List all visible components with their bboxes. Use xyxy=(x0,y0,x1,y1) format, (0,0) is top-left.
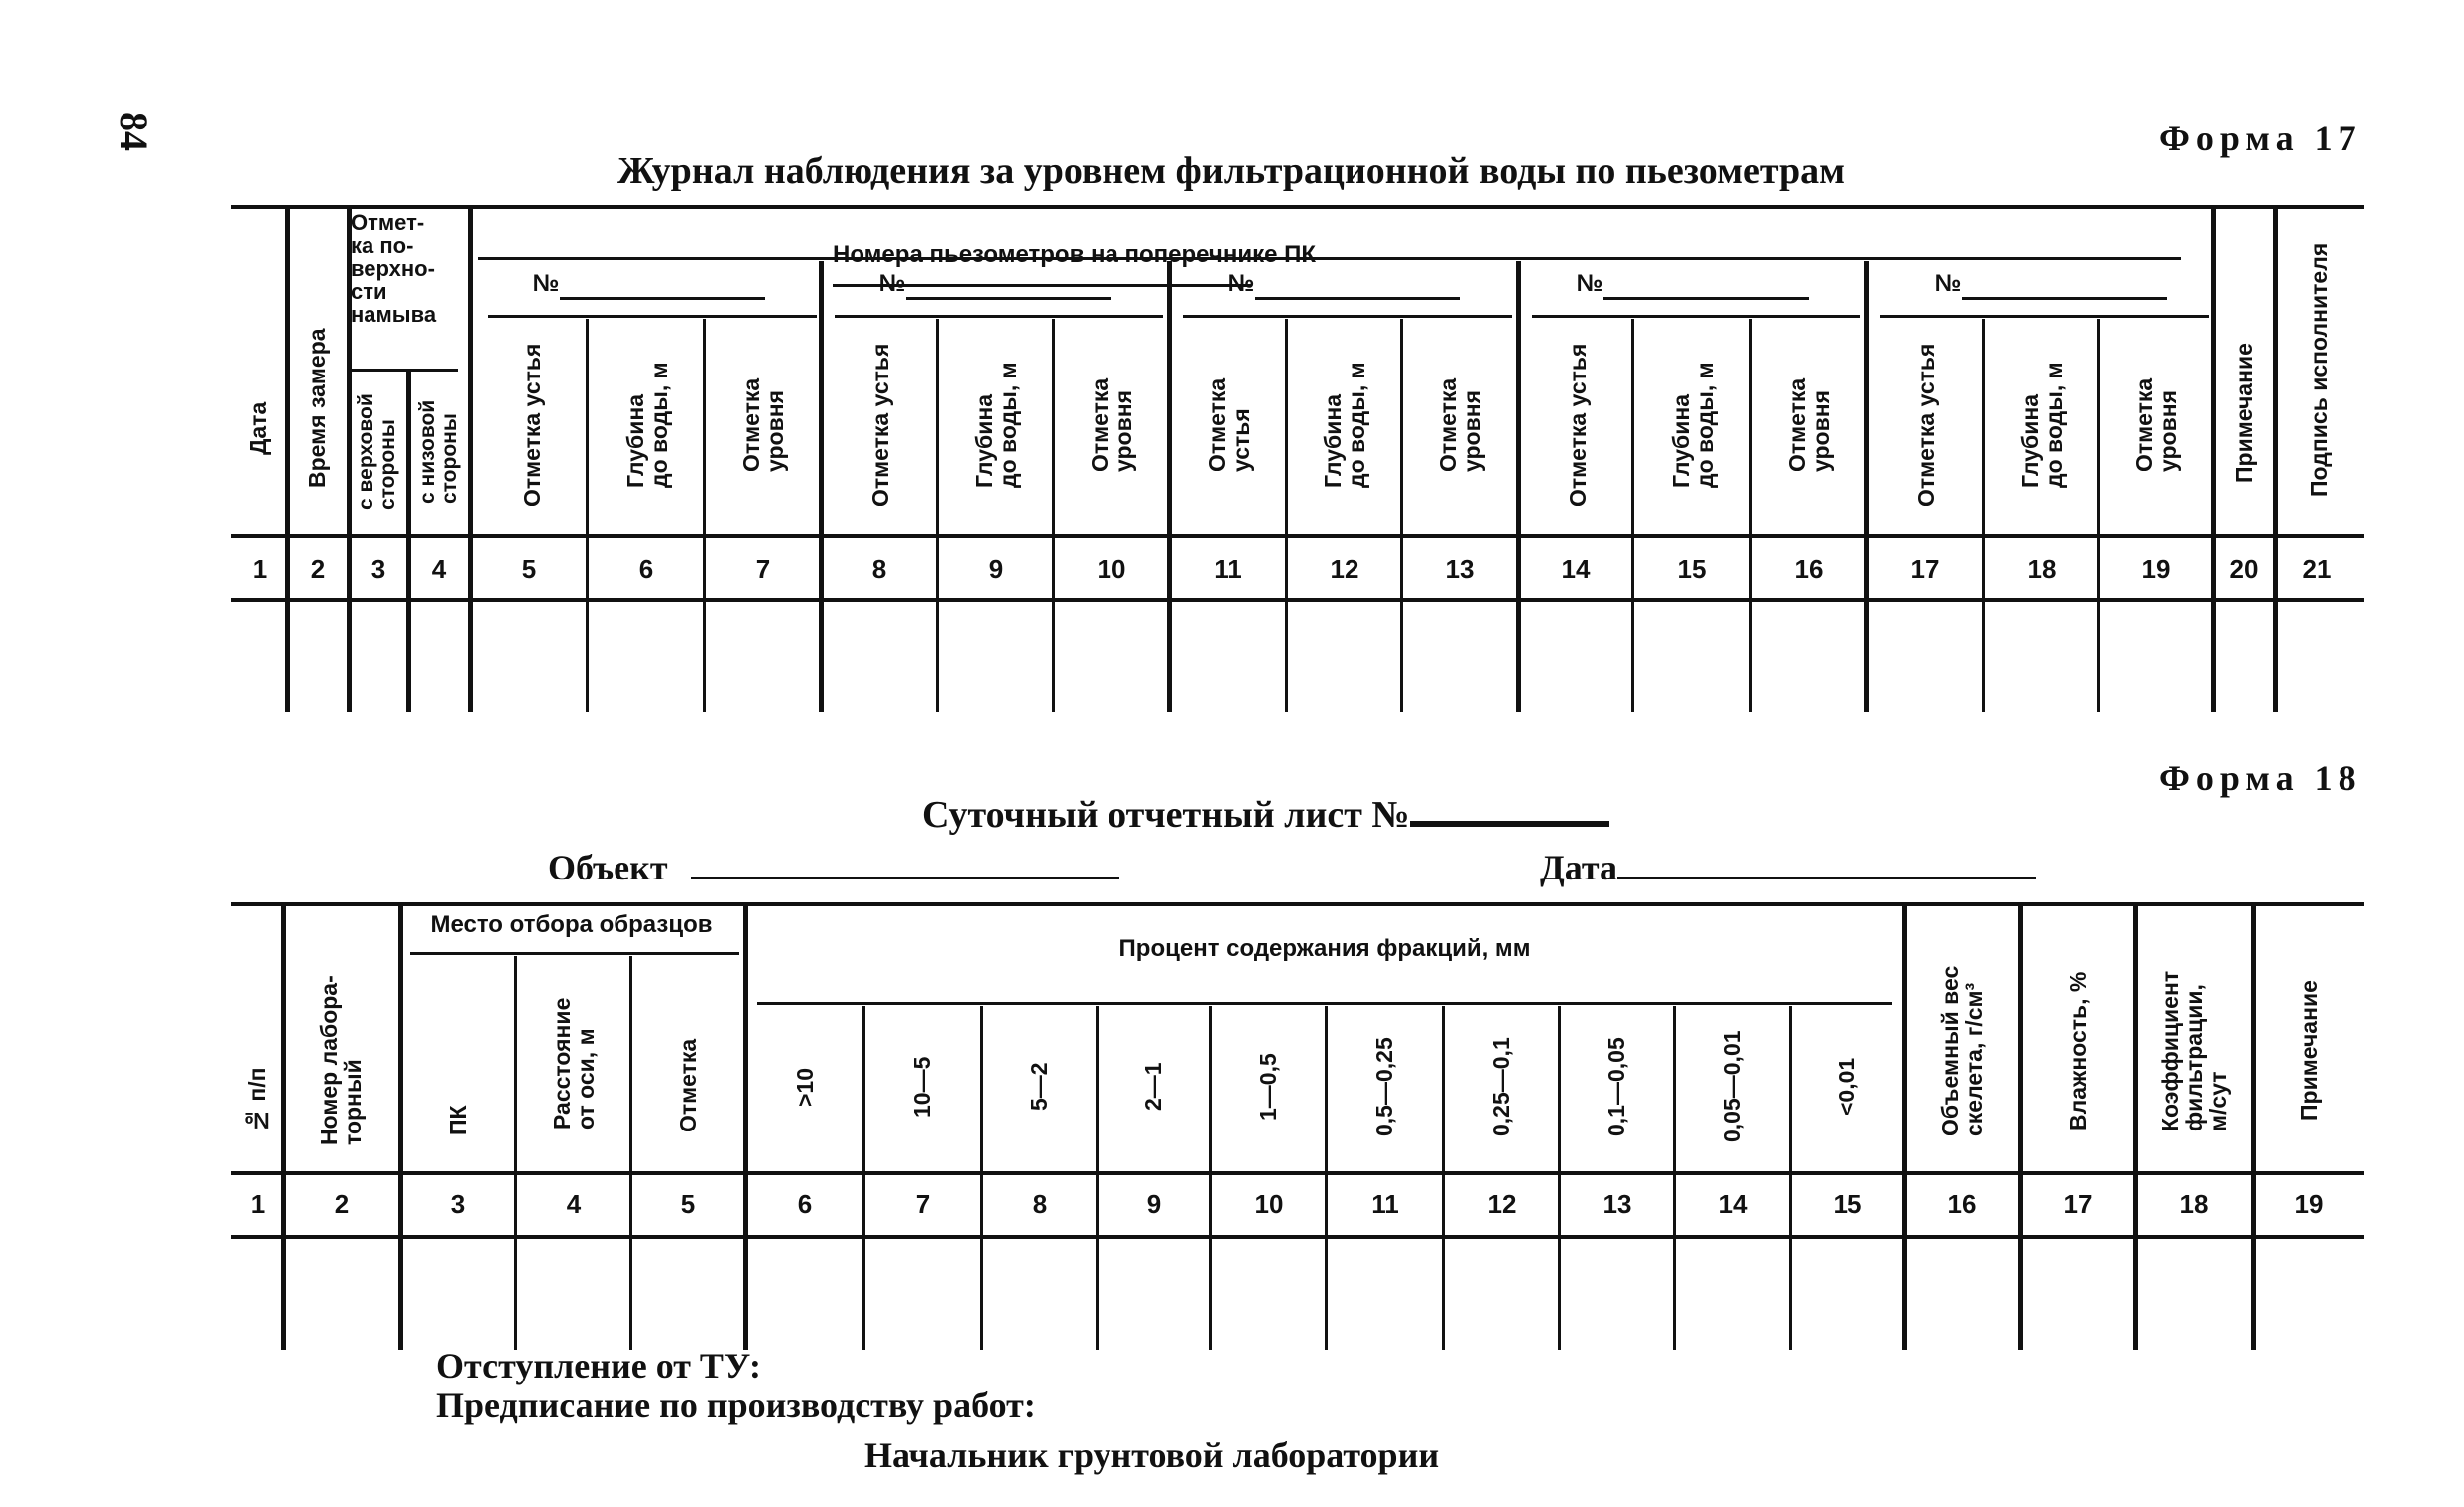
f17-g1-depth: Глубина до воды, м xyxy=(621,362,672,489)
f17-num: 7 xyxy=(755,554,771,584)
f17-piezo-no-5: № xyxy=(1934,270,1962,297)
f17-num: 15 xyxy=(1677,554,1707,584)
f18-col-note: Примечание xyxy=(2295,980,2322,1122)
f18-num: 11 xyxy=(1371,1189,1399,1219)
date-label: Дата xyxy=(1540,848,1617,887)
f17-num: 16 xyxy=(1794,554,1824,584)
page-number: 84 xyxy=(112,112,156,151)
object-field xyxy=(548,847,1119,888)
f18-group-place: Место отбора образцов xyxy=(430,911,713,938)
f17-g4-mouth: Отметка устья xyxy=(1564,343,1591,508)
date-field xyxy=(1540,847,2036,888)
f18-frac-1: >10 xyxy=(791,1067,818,1107)
f18-frac-9: 0,05—0,01 xyxy=(1718,1030,1745,1143)
f18-frac-4: 2—1 xyxy=(1139,1062,1166,1112)
f18-col-no: № п/п xyxy=(243,1067,270,1134)
f18-num: 12 xyxy=(1487,1189,1517,1219)
f18-col-filtration: Коэффициент фильтрации, м/сут xyxy=(2156,970,2232,1131)
f18-num: 16 xyxy=(1947,1189,1977,1219)
f17-g1-level: Отметка уровня xyxy=(737,377,788,473)
f17-col-time: Время замера xyxy=(303,328,330,489)
f18-num: 9 xyxy=(1146,1189,1162,1219)
f18-num: 3 xyxy=(450,1189,466,1219)
f17-num: 21 xyxy=(2302,554,2332,584)
f18-frac-10: <0,01 xyxy=(1833,1057,1859,1117)
form18-label: Форма 18 xyxy=(2159,758,2362,798)
f18-num: 13 xyxy=(1602,1189,1632,1219)
f17-num: 2 xyxy=(310,554,326,584)
f18-frac-2: 10—5 xyxy=(908,1056,935,1118)
f17-g2-depth: Глубина до воды, м xyxy=(970,362,1021,489)
f17-num: 5 xyxy=(521,554,537,584)
f17-g5-depth: Глубина до воды, м xyxy=(2016,362,2067,489)
f17-num: 4 xyxy=(431,554,447,584)
f17-g4-level: Отметка уровня xyxy=(1783,377,1834,473)
f17-piezo-no-1: № xyxy=(532,270,560,297)
f17-col-upstream: с верховой стороны xyxy=(354,393,399,511)
f17-num: 6 xyxy=(638,554,654,584)
f17-col-sign: Подпись исполнителя xyxy=(2305,242,2332,497)
f18-col-distance: Расстояние от оси, м xyxy=(548,997,599,1130)
f17-num: 14 xyxy=(1561,554,1591,584)
f17-piezo-no-3: № xyxy=(1227,270,1255,297)
f18-frac-7: 0,25—0,1 xyxy=(1487,1037,1514,1136)
f18-col-mark: Отметка xyxy=(674,1038,701,1133)
f17-g1-mouth: Отметка устья xyxy=(518,343,545,508)
f17-num: 13 xyxy=(1445,554,1475,584)
f18-frac-6: 0,5—0,25 xyxy=(1370,1037,1397,1136)
f17-col-note: Примечание xyxy=(2230,343,2257,484)
f18-num: 6 xyxy=(797,1189,813,1219)
f17-num: 19 xyxy=(2141,554,2171,584)
f17-num: 18 xyxy=(2027,554,2057,584)
object-label: Объект xyxy=(548,848,668,887)
f18-num: 15 xyxy=(1833,1189,1862,1219)
f18-num: 10 xyxy=(1254,1189,1284,1219)
prescription-label: Предписание по производству работ: xyxy=(436,1385,1036,1425)
f17-g5-mouth: Отметка устья xyxy=(1912,343,1939,508)
f18-num: 7 xyxy=(915,1189,931,1219)
f17-group-piezo xyxy=(833,217,1430,293)
f18-frac-8: 0,1—0,05 xyxy=(1602,1037,1629,1136)
f17-g5-level: Отметка уровня xyxy=(2130,377,2181,473)
deviation-label: Отступление от ТУ: xyxy=(436,1346,761,1385)
f18-frac-3: 5—2 xyxy=(1025,1062,1052,1112)
f17-g3-level: Отметка уровня xyxy=(1434,377,1485,473)
f17-num: 17 xyxy=(1910,554,1940,584)
form18-title-text: Суточный отчетный лист № xyxy=(922,794,1410,836)
f17-num: 1 xyxy=(252,554,268,584)
f17-piezo-no-2: № xyxy=(878,270,906,297)
f17-num: 11 xyxy=(1214,554,1242,584)
f17-group-piezo-text: Номера пьезометров на поперечнике ПК xyxy=(833,241,1317,269)
lab-head-signature: Начальник грунтовой лаборатории xyxy=(864,1435,1440,1475)
f17-g3-mouth: Отметка устья xyxy=(1203,377,1254,473)
f18-num: 19 xyxy=(2294,1189,2324,1219)
f18-num: 4 xyxy=(566,1189,582,1219)
f18-col-lab: Номер лабора- торный xyxy=(315,975,366,1146)
f17-num: 10 xyxy=(1097,554,1126,584)
f17-col-downstream: с низовой стороны xyxy=(415,399,461,505)
f18-num: 8 xyxy=(1032,1189,1048,1219)
f18-num: 2 xyxy=(334,1189,350,1219)
form17-label: Форма 17 xyxy=(2159,119,2362,158)
form17-title: Журнал наблюдения за уровнем фильтрационной воды по пьезометрам xyxy=(617,150,1845,192)
f18-group-fractions: Процент содержания фракций, мм xyxy=(1118,935,1531,962)
f17-group-surface: Отмет- ка по- верхно- сти намыва xyxy=(351,210,437,328)
f17-num: 3 xyxy=(370,554,386,584)
f18-num: 17 xyxy=(2063,1189,2093,1219)
f17-g4-depth: Глубина до воды, м xyxy=(1667,362,1718,489)
form18-title xyxy=(922,793,1609,837)
f17-piezo-no-4: № xyxy=(1576,270,1603,297)
f18-num: 14 xyxy=(1718,1189,1748,1219)
f18-num: 5 xyxy=(680,1189,696,1219)
f18-num: 1 xyxy=(250,1189,266,1219)
f18-frac-5: 1—0,5 xyxy=(1254,1053,1281,1121)
f17-num: 12 xyxy=(1330,554,1359,584)
f17-num: 8 xyxy=(871,554,887,584)
f18-num: 18 xyxy=(2179,1189,2209,1219)
f17-num: 20 xyxy=(2229,554,2259,584)
f18-col-density: Объемный вес скелета, г/см³ xyxy=(1936,965,1987,1136)
f17-g2-level: Отметка уровня xyxy=(1086,377,1136,473)
f17-g3-depth: Глубина до воды, м xyxy=(1319,362,1369,489)
f18-col-pk: ПК xyxy=(444,1105,471,1136)
f17-num: 9 xyxy=(988,554,1004,584)
f17-g2-mouth: Отметка устья xyxy=(866,343,893,508)
f17-col-date: Дата xyxy=(244,401,271,455)
f18-col-moisture: Влажность, % xyxy=(2064,971,2091,1130)
